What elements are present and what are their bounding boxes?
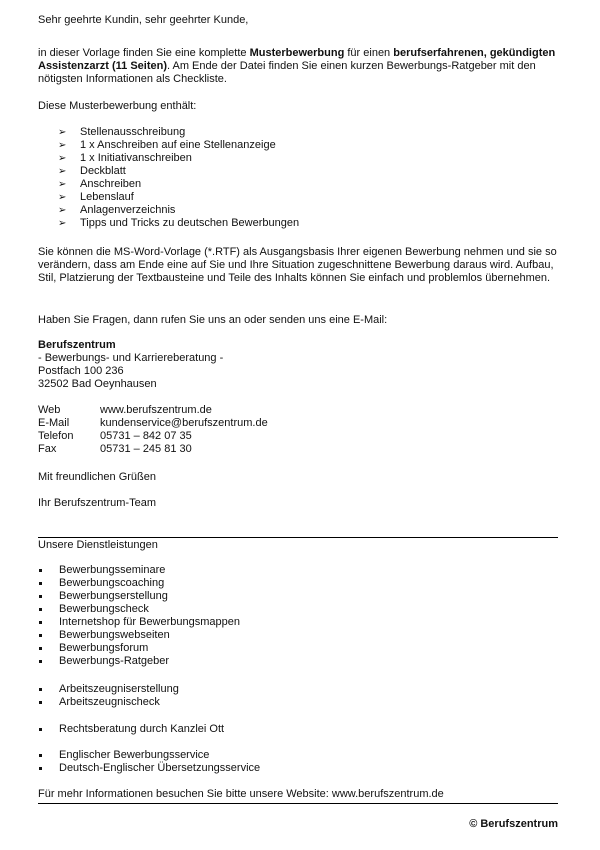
arrow-bullet-icon: ➢ [58,127,67,138]
fax-number: 05731 – 245 81 30 [100,443,192,455]
address-block [38,339,558,391]
greeting-text: Sehr geehrte Kundin, sehr geehrter Kunde, [38,14,249,26]
list-item: Bewerbungscheck [38,603,558,616]
list-item: Bewerbungserstellung [38,590,558,603]
intro-text-3: . Am Ende der Datei finden Sie einen kurzen Bewerbungs-Ratgeber mit den nötigsten Informationen als Checkliste. [38,60,536,85]
arrow-bullet-icon: ➢ [58,218,67,229]
list-item: Arbeitszeugniserstellung [38,683,558,696]
divider [38,803,558,804]
arrow-bullet-icon: ➢ [58,192,67,203]
list-item: ➢ Lebenslauf [58,191,134,203]
services-heading: Unsere Dienstleistungen [38,539,158,551]
list-item: Bewerbungscoaching [38,577,558,590]
more-info-text: Für mehr Informationen besuchen Sie bitte unsere Website: www.berufszentrum.de [38,788,444,800]
square-bullet-icon [39,701,42,704]
contact-row-email: E-Mail kundenservice@berufszentrum.de [38,417,268,429]
intro-bold-1: Musterbewerbung [249,47,345,59]
square-bullet-icon [39,582,42,585]
list-item: Bewerbungswebseiten [38,629,558,642]
intro-bold-2: berufserfahrenen, gekündigten Assistenzarzt (11 Seiten) [38,47,556,72]
list-item: Deutsch-Englischer Übersetzungsservice [38,762,558,775]
square-bullet-icon [39,688,42,691]
list-item: Bewerbungsforum [38,642,558,655]
list-item: Bewerbungs-Ratgeber [38,655,558,668]
square-bullet-icon [39,660,42,663]
postbox: Postfach 100 236 [38,365,124,377]
services-list-2 [38,683,558,709]
square-bullet-icon [39,569,42,572]
list-item: ➢ Anschreiben [58,178,142,190]
list-item: Internetshop für Bewerbungsmappen [38,616,558,629]
contents-list [38,126,558,230]
list-item: Bewerbungsseminare [38,564,558,577]
company-name: Berufszentrum [38,339,116,351]
arrow-bullet-icon: ➢ [58,140,67,151]
services-list-3 [38,723,558,736]
arrow-bullet-icon: ➢ [58,153,67,164]
city: 32502 Bad Oeynhausen [38,378,157,390]
list-item: Englischer Bewerbungsservice [38,749,558,762]
square-bullet-icon [39,621,42,624]
square-bullet-icon [39,634,42,637]
square-bullet-icon [39,767,42,770]
contact-row-fax: Fax 05731 – 245 81 30 [38,443,192,455]
list-item: ➢ 1 x Anschreiben auf eine Stellenanzeige [58,139,276,151]
signature-text: Ihr Berufszentrum-Team [38,497,156,509]
questions-text: Haben Sie Fragen, dann rufen Sie uns an oder senden uns eine E-Mail: [38,314,388,326]
square-bullet-icon [39,754,42,757]
usage-paragraph: Sie können die MS-Word-Vorlage (*.RTF) als Ausgangsbasis Ihrer eigenen Bewerbung nehmen und sie so verändern, dass am Ende eine auf Sie und Ihre Situation zugeschnittene Bewerbung daraus wird. Aufbau, Stil, Platzierung der Textbausteine und Teile des Inhalts können Sie einfach und problemlos übernehmen. [38,246,557,284]
intro-paragraph [38,47,558,86]
list-item: ➢ 1 x Initiativanschreiben [58,152,192,164]
closing-text: Mit freundlichen Grüßen [38,471,156,483]
contact-row-web: Web www.berufszentrum.de [38,404,212,416]
list-item: ➢ Deckblatt [58,165,126,177]
square-bullet-icon [39,595,42,598]
email-link[interactable]: kundenservice@berufszentrum.de [100,417,268,429]
list-item: Arbeitszeugnischeck [38,696,558,709]
list-item: ➢ Stellenausschreibung [58,126,186,138]
square-bullet-icon [39,608,42,611]
square-bullet-icon [39,728,42,731]
intro-text-2: für einen [344,47,394,59]
contact-row-phone: Telefon 05731 – 842 07 35 [38,430,192,442]
arrow-bullet-icon: ➢ [58,205,67,216]
copyright-text: © Berufszentrum [469,818,558,830]
divider [38,537,558,538]
contents-heading: Diese Musterbewerbung enthält: [38,100,197,112]
arrow-bullet-icon: ➢ [58,179,67,190]
company-tagline: - Bewerbungs- und Karriereberatung - [38,352,224,364]
intro-text-1: in dieser Vorlage finden Sie eine komplette [38,47,250,59]
arrow-bullet-icon: ➢ [58,166,67,177]
phone-number: 05731 – 842 07 35 [100,430,192,442]
contact-block [38,404,558,456]
list-item: ➢ Anlagenverzeichnis [58,204,176,216]
web-link[interactable]: www.berufszentrum.de [100,404,212,416]
square-bullet-icon [39,647,42,650]
services-list-1 [38,564,558,668]
list-item: Rechtsberatung durch Kanzlei Ott [38,723,558,736]
services-list-4 [38,749,558,775]
list-item: ➢ Tipps und Tricks zu deutschen Bewerbungen [58,217,300,229]
